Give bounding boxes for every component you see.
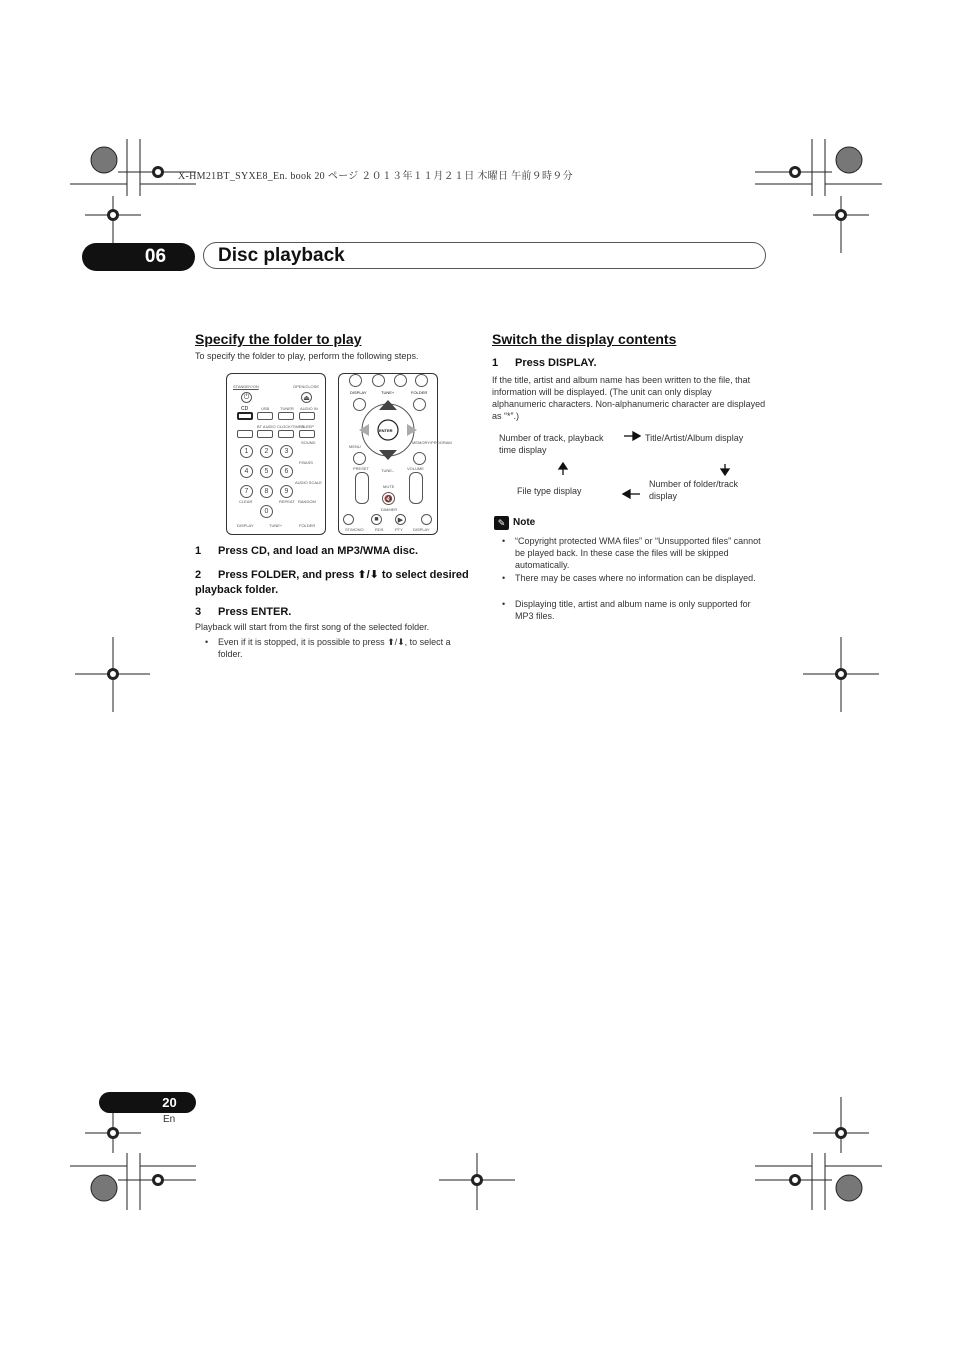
right-step-1 bbox=[492, 356, 597, 371]
remote-label: BT AUDIO bbox=[257, 424, 276, 429]
remote-label: CLOCK/TIMER bbox=[277, 424, 305, 429]
bullet-dot: • bbox=[205, 637, 209, 647]
remote-label: CD bbox=[241, 406, 249, 412]
digit-button: 0 bbox=[260, 505, 273, 518]
remote-button-shape bbox=[415, 374, 428, 387]
left-step-2 bbox=[195, 568, 470, 598]
remote-button-shape bbox=[349, 374, 362, 387]
step-text: Press DISPLAY. bbox=[515, 357, 597, 369]
bullet-dot: • bbox=[502, 536, 506, 546]
remote-label: TUNER bbox=[280, 406, 294, 411]
left-after-step-3: Playback will start from the first song of the selected folder. bbox=[195, 622, 430, 632]
digit-button: 4 bbox=[240, 465, 253, 478]
remote-button-shape bbox=[257, 430, 273, 438]
flow-title-artist-album: Title/Artist/Album display bbox=[645, 433, 744, 443]
chapter-number-badge: 06 bbox=[82, 243, 195, 271]
remote-label: AUDIO SCALE bbox=[295, 480, 322, 485]
mute-icon: 🔇 bbox=[382, 492, 395, 505]
remote-button-shape bbox=[421, 514, 432, 525]
step-text: Press FOLDER, and press ⬆/⬇ to select desired playback folder. bbox=[195, 569, 469, 596]
standby-button-icon: ⏻ bbox=[241, 392, 252, 403]
step-text: Press ENTER. bbox=[218, 606, 292, 618]
remote-label: USB bbox=[261, 406, 270, 411]
remote-button-shape bbox=[413, 452, 426, 465]
remote-button-shape bbox=[372, 374, 385, 387]
left-step-1 bbox=[195, 544, 470, 559]
note-pencil-icon: ✎ bbox=[494, 516, 509, 530]
digit-button: 8 bbox=[260, 485, 273, 498]
flow-arrows bbox=[490, 425, 770, 505]
remote-label: ST/MONO bbox=[345, 527, 364, 532]
remote-label: STANDBY/ON bbox=[233, 384, 259, 389]
remote-label: DIMMER bbox=[381, 507, 398, 512]
remote-label: TUNE+ bbox=[269, 523, 283, 528]
play-pause-icon: ▶ bbox=[395, 514, 406, 525]
chapter-title: Disc playback bbox=[203, 242, 766, 269]
remote-button-shape bbox=[278, 430, 294, 438]
arrow-up-icon bbox=[559, 463, 567, 469]
arrow-down-icon bbox=[721, 469, 729, 475]
remote-label: VOLUME bbox=[407, 466, 424, 471]
print-header: X-HM21BT_SYXE8_En. book 20 ページ ２０１３年１１月２１日 木曜日 午前９時９分 bbox=[178, 171, 573, 182]
remote-label: AUDIO IN bbox=[300, 406, 318, 411]
arrow-right-icon bbox=[633, 432, 640, 440]
note-text: There may be cases where no information can be displayed. bbox=[515, 573, 756, 583]
remote-button-shape bbox=[299, 430, 315, 438]
digit-button: 6 bbox=[280, 465, 293, 478]
step-number: 3 bbox=[195, 606, 202, 618]
cd-button-shape bbox=[237, 412, 253, 420]
remote-label: FOLDER bbox=[299, 523, 316, 528]
remote-label: TUNE+ bbox=[381, 390, 395, 395]
remote-label: ENTER bbox=[379, 428, 393, 433]
remote-label: PRESET bbox=[353, 466, 370, 471]
flow-folder-track-display: Number of folder/track display bbox=[649, 479, 739, 501]
right-description: If the title, artist and album name has been written to the file, that information will be displayed. (The unit can only display alphanumeric characters. Non-alphanumeric character are displayed as “*”.) bbox=[492, 375, 766, 421]
note-text: “Copyright protected WMA files” or “Unsupported files” cannot be played back. In these case the files will be skipped automatically. bbox=[515, 536, 761, 570]
remote-label: MEMORY/PROGRAM bbox=[412, 440, 452, 445]
stop-icon: ■ bbox=[371, 514, 382, 525]
remote-label: REPEAT bbox=[279, 499, 295, 504]
section-heading-switch-display: Switch the display contents bbox=[492, 331, 677, 347]
section-heading-specify-folder: Specify the folder to play bbox=[195, 331, 362, 347]
remote-label: RDS bbox=[375, 527, 384, 532]
digit-button: 3 bbox=[280, 445, 293, 458]
remote-button-shape bbox=[353, 452, 366, 465]
remote-label: PTY bbox=[395, 527, 403, 532]
digit-button: 1 bbox=[240, 445, 253, 458]
remote-label: MENU bbox=[349, 444, 361, 449]
digit-button: 2 bbox=[260, 445, 273, 458]
step-number: 2 bbox=[195, 569, 202, 581]
flow-track-time-display: Number of track, playback time display bbox=[499, 433, 604, 455]
remote-button-shape bbox=[394, 374, 407, 387]
digit-button: 7 bbox=[240, 485, 253, 498]
remote-button-shape bbox=[343, 514, 354, 525]
remote-control-left-illustration bbox=[226, 373, 326, 535]
digit-button: 5 bbox=[260, 465, 273, 478]
remote-label: TUNE– bbox=[381, 468, 395, 473]
note-item bbox=[502, 535, 767, 571]
remote-label: FOLDER bbox=[411, 390, 428, 395]
bullet-text: Even if it is stopped, it is possible to press ⬆/⬇, to select a folder. bbox=[218, 637, 451, 659]
note-text: Displaying title, artist and album name is only supported for MP3 files. bbox=[515, 599, 751, 621]
remote-label: RANDOM bbox=[298, 499, 316, 504]
step-number: 1 bbox=[492, 357, 499, 369]
remote-label: OPEN/CLOSE bbox=[293, 384, 320, 389]
tuner-button-shape bbox=[278, 412, 294, 420]
flow-file-type-display: File type display bbox=[517, 486, 582, 496]
volume-rocker-shape bbox=[409, 472, 423, 504]
digit-button: 9 bbox=[280, 485, 293, 498]
left-bullet bbox=[205, 636, 470, 660]
preset-rocker-shape bbox=[355, 472, 369, 504]
page-number: 20 bbox=[99, 1092, 196, 1113]
remote-label: DISPLAY bbox=[350, 390, 367, 395]
note-item bbox=[502, 598, 767, 622]
remote-label: SLEEP bbox=[301, 424, 314, 429]
step-number: 1 bbox=[195, 545, 202, 557]
remote-label: DISPLAY bbox=[237, 523, 254, 528]
audio-in-button-shape bbox=[299, 412, 315, 420]
remote-label: CLEAR bbox=[239, 499, 253, 504]
left-step-3 bbox=[195, 605, 470, 620]
note-item bbox=[502, 572, 767, 584]
remote-label: SOUND bbox=[301, 440, 316, 445]
remote-button-shape bbox=[237, 430, 253, 438]
remote-label: MUTE bbox=[383, 484, 395, 489]
usb-button-shape bbox=[257, 412, 273, 420]
page-language: En bbox=[163, 1114, 176, 1125]
eject-button-icon: ⏏ bbox=[301, 392, 312, 403]
remote-label: P.BASS bbox=[299, 460, 313, 465]
bullet-dot: • bbox=[502, 599, 506, 609]
step-text: Press CD, and load an MP3/WMA disc. bbox=[218, 545, 419, 557]
arrow-left-icon bbox=[623, 490, 630, 498]
left-intro: To specify the folder to play, perform the following steps. bbox=[195, 351, 419, 361]
remote-label: DISPLAY bbox=[413, 527, 430, 532]
note-title: Note bbox=[513, 517, 536, 528]
remote-control-right-illustration bbox=[338, 373, 452, 535]
bullet-dot: • bbox=[502, 573, 506, 583]
